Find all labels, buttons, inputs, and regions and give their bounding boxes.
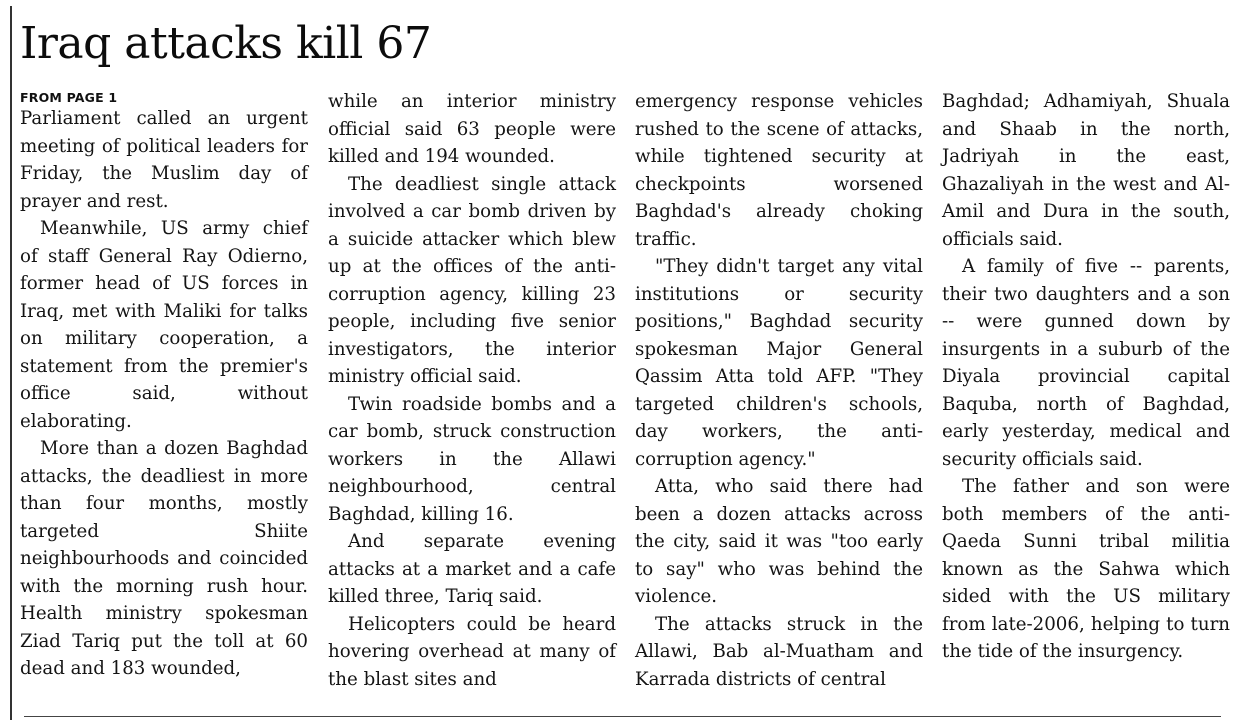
paragraph-continued: emergency response vehicles rushed to the scene of attacks, while tightened security at checkpoints worsened Baghdad's already choking traffic. [635,91,923,250]
article-column-1 [20,88,308,683]
paragraph: The attacks struck in the Allawi, Bab al-Muatham and Karrada districts of central [635,613,923,690]
article-column-4 [942,88,1230,666]
paragraph: A family of five -- parents, their two daughters and a son -- were gunned down by insurgents in a suburb of the Diyala provincial capital Baquba, north of Baghdad, early yesterday, medical and security officials said. [942,256,1230,470]
paragraph: Twin roadside bombs and a car bomb, struck construction workers in the Allawi neighbourhood, central Baghdad, killing 16. [328,393,616,525]
bottom-rule [24,716,1221,717]
paragraph: The deadliest single attack involved a car bomb driven by a suicide attacker which blew up at the offices of the anti-corruption agency, killing 23 people, including five senior investigators, the interior ministry official said. [328,173,616,387]
paragraph: Helicopters could be heard hovering overhead at many of the blast sites and [328,613,616,690]
paragraph: The father and son were both members of the anti-Qaeda Sunni tribal militia known as the Sahwa which sided with the US military from late-2006, helping to turn the tide of the insurgency. [942,476,1230,662]
headline: Iraq attacks kill 67 [20,18,432,69]
paragraph: "They didn't target any vital institutions or security positions," Baghdad security spokesman Major General Qassim Atta told AFP. "They targeted children's schools, day workers, the anti-corruption agency." [635,256,923,470]
left-column-rule [10,6,12,720]
article-column-3 [635,88,923,693]
article-column-2 [328,88,616,693]
kicker-from-page-1: FROM PAGE 1 [20,90,118,105]
paragraph-continued: while an interior ministry official said 63 people were killed and 194 wounded. [328,91,616,167]
paragraph: Parliament called an urgent meeting of political leaders for Friday, the Muslim day of prayer and rest. [20,108,308,212]
paragraph-continued: Baghdad; Adhamiyah, Shuala and Shaab in the north, Jadriyah in the east, Ghazaliyah in the west and Al-Amil and Dura in the south, officials said. [942,91,1230,250]
paragraph: Atta, who said there had been a dozen attacks across the city, said it was "too early to say" who was behind the violence. [635,476,923,607]
paragraph: More than a dozen Baghdad attacks, the deadliest in more than four months, mostly targeted Shiite neighbourhoods and coincided with the morning rush hour. Health ministry spokesman Ziad Tariq put the toll at 60 dead and 183 wounded, [20,438,308,679]
paragraph: Meanwhile, US army chief of staff General Ray Odierno, former head of US forces in Iraq, met with Maliki for talks on military cooperation, a statement from the premier's office said, without elaborating. [20,218,308,432]
paragraph: And separate evening attacks at a market and a cafe killed three, Tariq said. [328,531,616,607]
